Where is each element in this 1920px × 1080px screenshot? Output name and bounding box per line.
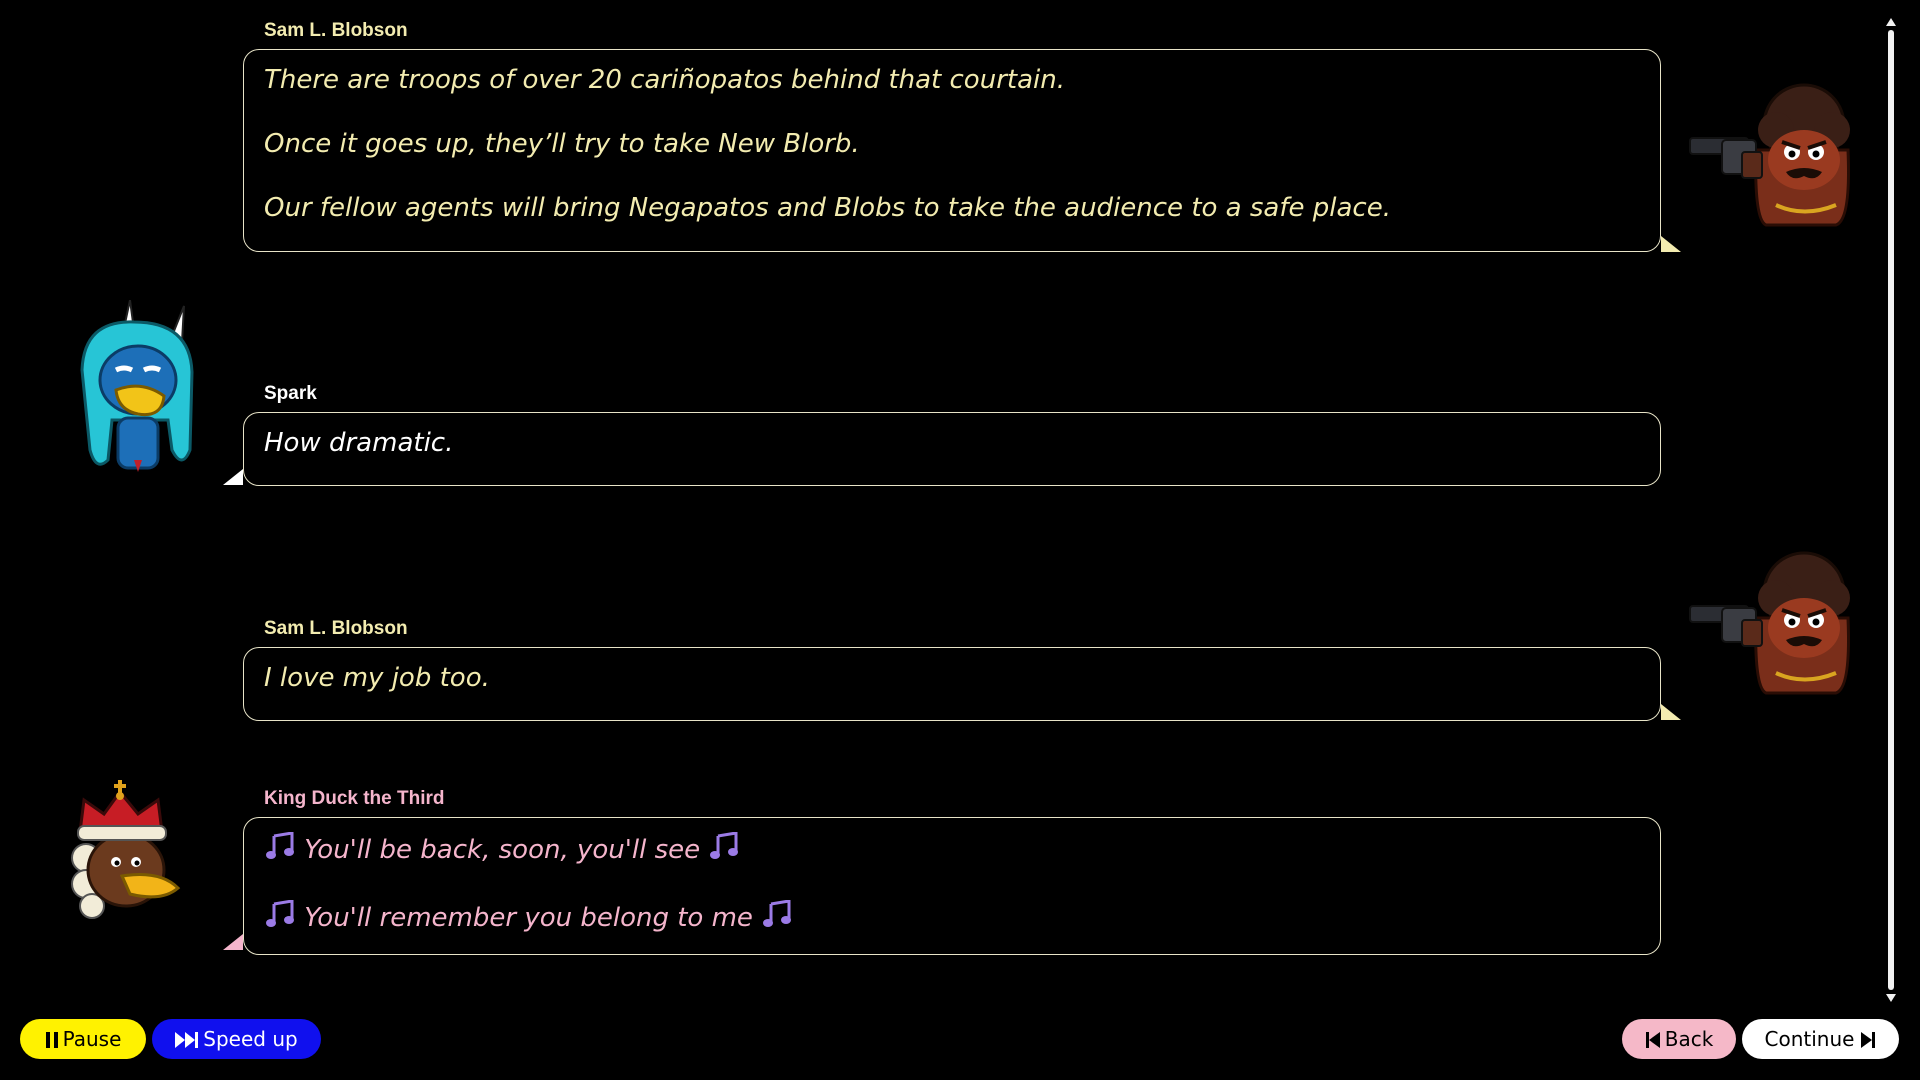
bubble-tail (223, 469, 243, 485)
sam-blobson-with-gun-icon (1686, 548, 1866, 703)
music-note-icon (761, 900, 793, 936)
dialogue-line: There are troops of over 20 cariñopatos behind that courtain. (264, 65, 1065, 95)
dialogue-bubble (243, 412, 1661, 486)
speaker-name: Sam L. Blobson (264, 20, 408, 41)
skip-back-icon (1645, 1021, 1661, 1061)
scroll-thumb[interactable] (1888, 30, 1894, 990)
lyric-text: You'll remember you belong to me (304, 903, 753, 933)
dialogue-line: How dramatic. (264, 428, 454, 458)
pause-icon (45, 1021, 59, 1061)
dialogue-bubble (243, 49, 1661, 252)
fast-forward-icon (175, 1021, 199, 1061)
dialogue-bubble (243, 817, 1661, 955)
speed-up-label: Speed up (203, 1027, 298, 1051)
continue-label: Continue (1764, 1027, 1855, 1051)
speaker-name: King Duck the Third (264, 788, 445, 809)
dialogue-line (264, 832, 1640, 868)
scrollbar[interactable] (1884, 18, 1898, 1002)
dialogue-line: Our fellow agents will bring Negapatos and Blobs to take the audience to a safe place. (264, 193, 1391, 223)
speed-up-button[interactable] (152, 1019, 321, 1059)
skip-forward-icon (1860, 1021, 1876, 1061)
scroll-up-arrow-icon[interactable] (1886, 18, 1896, 26)
pause-label: Pause (62, 1027, 122, 1051)
dialogue-line: I love my job too. (264, 663, 490, 693)
music-note-icon (264, 900, 296, 936)
pause-button[interactable] (20, 1019, 146, 1059)
dialogue-bubble (243, 647, 1661, 721)
music-note-icon (708, 832, 740, 868)
back-label: Back (1664, 1027, 1714, 1051)
bubble-tail (223, 934, 243, 950)
sam-blobson-with-gun-icon (1686, 80, 1866, 235)
continue-button[interactable] (1742, 1019, 1899, 1059)
spark-blue-duck-icon (72, 300, 202, 485)
king-duck-crown-icon (70, 778, 190, 928)
dialogue-line (264, 900, 1640, 936)
bubble-tail (1661, 704, 1681, 720)
speaker-name: Spark (264, 383, 317, 404)
scroll-down-arrow-icon[interactable] (1886, 994, 1896, 1002)
lyric-text: You'll be back, soon, you'll see (304, 835, 701, 865)
music-note-icon (264, 832, 296, 868)
back-button[interactable] (1622, 1019, 1736, 1059)
bubble-tail (1661, 236, 1681, 252)
dialogue-line: Once it goes up, they’ll try to take New Blorb. (264, 129, 860, 159)
speaker-name: Sam L. Blobson (264, 618, 408, 639)
